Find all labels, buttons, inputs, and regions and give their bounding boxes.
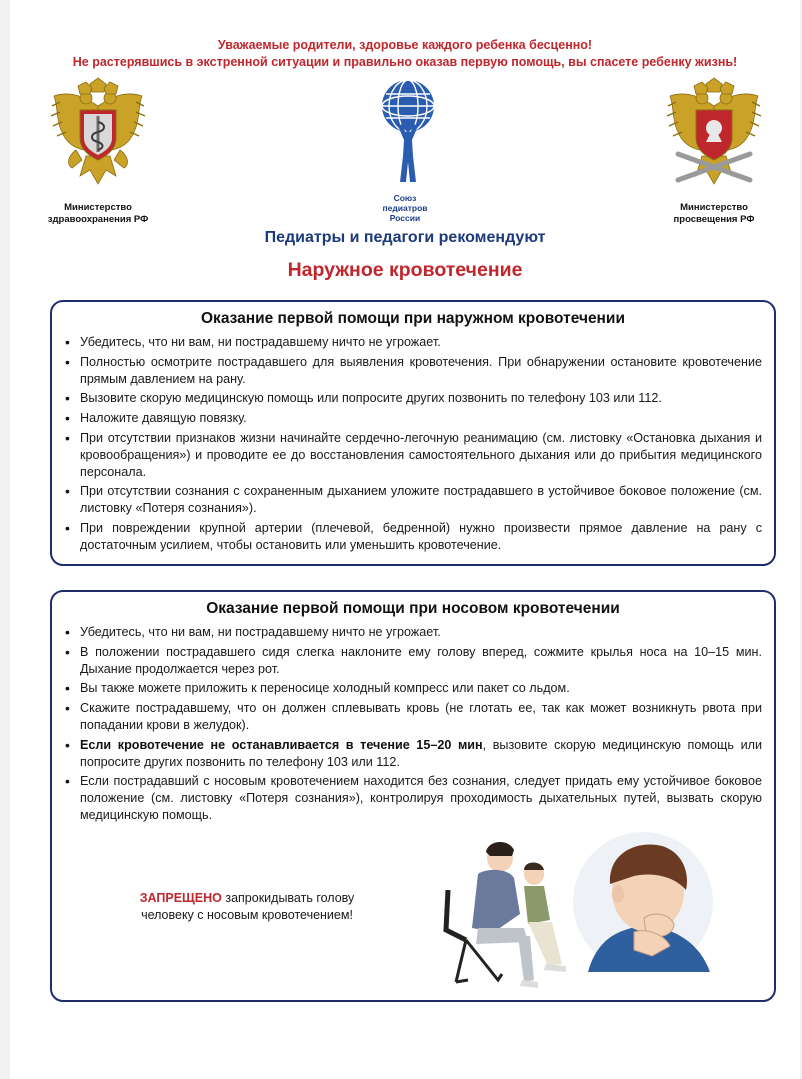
list-item — [80, 737, 762, 771]
nosebleed-section — [50, 590, 776, 1002]
list-item: • Наложите давящую повязку. — [80, 410, 762, 427]
warning-note — [112, 890, 382, 924]
ministry-of-health-eagle-emblem-icon — [46, 76, 150, 192]
list-item: • Убедитесь, что ни вам, ни пострадавшему ничто не угрожает. — [80, 334, 762, 351]
bold-item-rest: , вызовите скорую медицинскую помощь или попросите других позвонить по телефону 103 или 112. — [80, 737, 762, 769]
nosebleed-section-title: Оказание первой помощи при носовом кровотечении — [206, 600, 620, 617]
ministry-of-education-eagle-emblem-icon — [662, 76, 766, 192]
list-item: • Полностью осмотрите пострадавшего для выявления кровотечения. При обнаружении остановите кровотечение прямым давлением на рану. — [80, 354, 762, 388]
ministry-education-caption: Министерство просвещения РФ — [673, 202, 755, 225]
page-title: Наружное кровотечение — [287, 259, 523, 281]
list-item: • В положении пострадавшего сидя слегка наклоните ему голову вперед, сожмите крылья носа на 10–15 мин. Дыхание продолжается через рот. — [80, 644, 762, 678]
ministry-health-caption: Министерство здравоохранения РФ — [47, 202, 149, 225]
list-item: • Вызовите скорую медицинскую помощь или попросите других позвонить по телефону 103 или 112. — [80, 390, 762, 407]
list-item: • Скажите пострадавшему, что он должен сплевывать кровь (не глотать ее, так как может возникнуть рвота при попадании крови в желудок). — [80, 700, 762, 734]
warning-rest: запрокидывать голову человеку с носовым кровотечением! — [141, 891, 355, 922]
list-item: • При повреждении крупной артерии (плечевой, бедренной) нужно произвести прямое давление на рану с достаточным усилием, чтобы остановить или уменьшить кровотечение. — [80, 520, 762, 554]
bold-warning-lead: Если кровотечение не останавливается в течение 15–20 мин — [80, 737, 483, 752]
union-of-pediatricians-caption: Союз педиатров России — [382, 193, 428, 223]
list-item: • При отсутствии сознания с сохраненным дыханием уложите пострадавшего в устойчивое боковое положение (см. листовку «Потеря сознания»). — [80, 483, 762, 517]
header-line-2: Не растерявшись в экстренной ситуации и правильно оказав первую помощь, вы спасете ребенку жизнь! — [72, 55, 738, 69]
external-bleeding-section-title: Оказание первой помощи при наружном кровотечении — [201, 310, 625, 327]
union-of-pediatricians-globe-logo-icon — [376, 78, 440, 188]
list-item: • Если пострадавший с носовым кровотечением находится без сознания, следует придать ему устойчивое боковое положение (см. листовку «Потеря сознания»), контролируя проходимость дыхательных путей, вызвать скорую медицинскую помощь. — [80, 773, 762, 823]
list-item: • Вы также можете приложить к переносице холодный компресс или пакет со льдом. — [80, 680, 762, 697]
recommend-heading: Педиатры и педагоги рекомендуют — [264, 229, 546, 246]
nosebleed-list — [52, 624, 774, 824]
nosebleed-illustration — [438, 832, 738, 997]
external-bleeding-list — [52, 334, 774, 554]
list-item: • При отсутствии признаков жизни начинайте сердечно-легочную реанимацию (см. листовку «Остановка дыхания и кровообращения») и проводите ее до восстановления самостоятельного дыхания или до прибытия медицинского персонала. — [80, 430, 762, 480]
external-bleeding-section — [50, 300, 776, 566]
warning-strong: ЗАПРЕЩЕНО — [139, 891, 222, 905]
header-line-1: Уважаемые родители, здоровье каждого ребенка бесценно! — [217, 38, 593, 52]
list-item: • Убедитесь, что ни вам, ни пострадавшему ничто не угрожает. — [80, 624, 762, 641]
leaflet-page — [10, 0, 800, 1079]
